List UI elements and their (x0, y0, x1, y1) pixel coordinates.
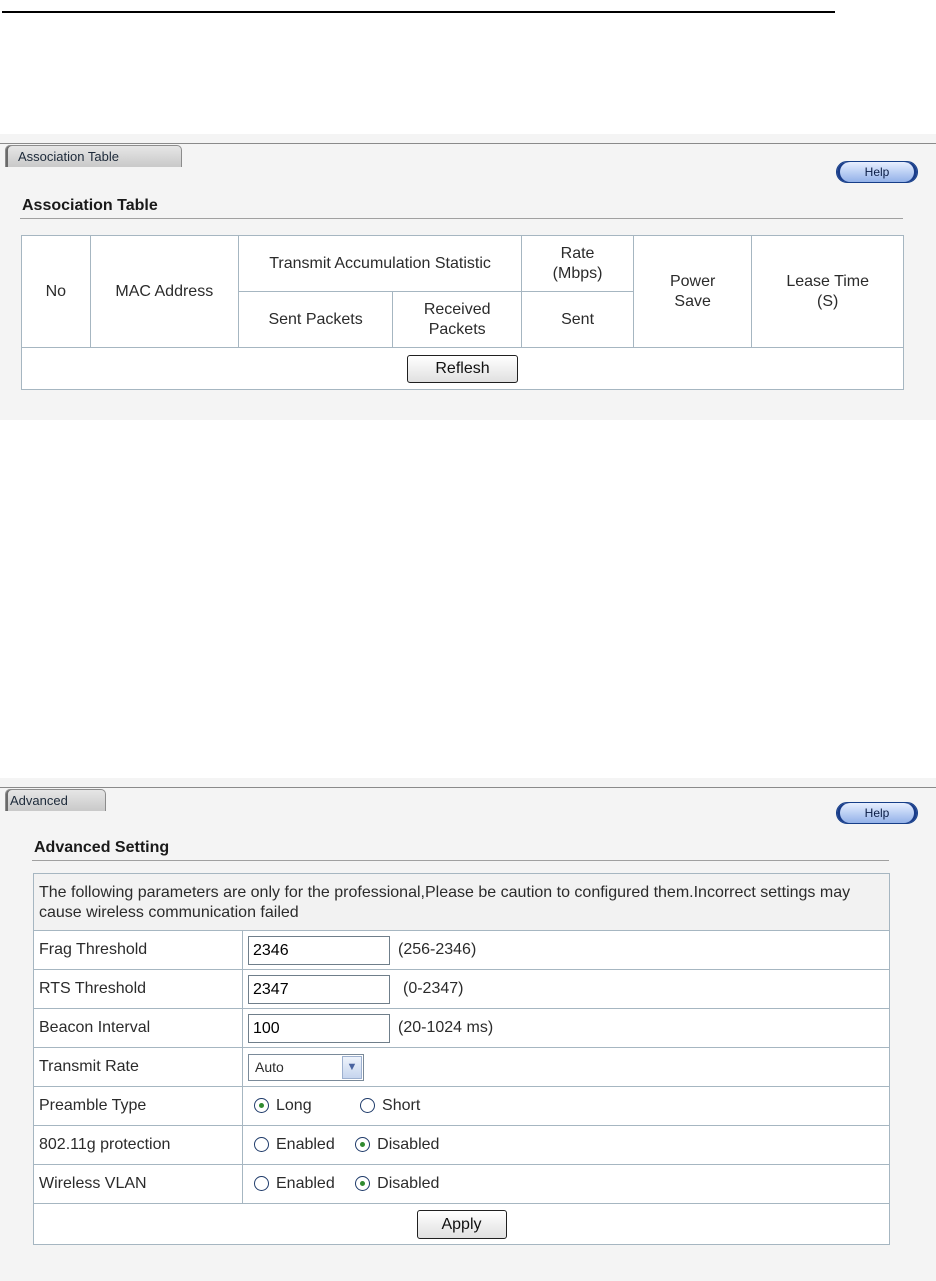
preamble-type-label: Preamble Type (34, 1087, 243, 1126)
beacon-interval-row (34, 1009, 890, 1048)
wireless-vlan-row (34, 1165, 890, 1204)
protection-enabled-label: Enabled (276, 1135, 335, 1153)
frag-threshold-label: Frag Threshold (34, 931, 243, 970)
preamble-type-row (34, 1087, 890, 1126)
advanced-settings-table (33, 873, 890, 1245)
transmit-rate-select[interactable] (248, 1054, 364, 1081)
help-button[interactable]: Help (836, 161, 918, 183)
preamble-short-radio[interactable] (360, 1098, 375, 1113)
transmit-rate-label: Transmit Rate (34, 1048, 243, 1087)
header-received-packets: Received Packets (393, 292, 522, 348)
advanced-panel (0, 778, 936, 1281)
preamble-long-label: Long (276, 1096, 312, 1114)
refresh-button[interactable]: Reflesh (407, 355, 518, 383)
frag-threshold-input[interactable]: 2346 (248, 936, 390, 965)
vlan-enabled-label: Enabled (276, 1174, 335, 1192)
beacon-interval-label: Beacon Interval (34, 1009, 243, 1048)
protection-row (34, 1126, 890, 1165)
association-panel (0, 134, 936, 420)
transmit-rate-row (34, 1048, 890, 1087)
rts-threshold-input[interactable]: 2347 (248, 975, 390, 1004)
tab-advanced[interactable]: Advanced (5, 789, 106, 811)
panel-top-rule (0, 787, 936, 788)
rts-threshold-row (34, 970, 890, 1009)
beacon-interval-input[interactable]: 100 (248, 1014, 390, 1043)
rts-threshold-label: RTS Threshold (34, 970, 243, 1009)
beacon-interval-range: (20-1024 ms) (398, 1019, 494, 1036)
frag-threshold-row (34, 931, 890, 970)
vlan-enabled-radio[interactable] (254, 1176, 269, 1191)
wireless-vlan-label: Wireless VLAN (34, 1165, 243, 1204)
header-rate-sent: Sent (522, 292, 634, 348)
frag-threshold-range: (256-2346) (398, 941, 477, 958)
section-title: Association Table (22, 197, 158, 214)
intro-text: The following parameters are only for the professional,Please be caution to configured them.Incorrect settings may cause wireless communication failed (34, 874, 890, 931)
header-sent-packets: Sent Packets (238, 292, 392, 348)
header-rate: Rate (Mbps) (522, 236, 634, 292)
transmit-rate-value: Auto (255, 1058, 284, 1075)
section-title: Advanced Setting (34, 839, 170, 856)
section-title-underline (32, 860, 889, 861)
protection-enabled-radio[interactable] (254, 1137, 269, 1152)
refresh-row (22, 348, 904, 390)
tab-association-table[interactable]: Association Table (5, 145, 182, 167)
preamble-long-radio[interactable] (254, 1098, 269, 1113)
top-divider-line (2, 11, 835, 13)
protection-disabled-radio[interactable] (355, 1137, 370, 1152)
help-button[interactable]: Help (836, 802, 918, 824)
chevron-down-icon[interactable]: ▼ (342, 1056, 362, 1079)
header-no: No (22, 236, 91, 348)
header-lease-time: Lease Time (S) (752, 236, 904, 348)
protection-disabled-label: Disabled (377, 1135, 440, 1153)
preamble-short-label: Short (382, 1096, 421, 1114)
apply-row (34, 1204, 890, 1245)
vlan-disabled-label: Disabled (377, 1174, 440, 1192)
header-mac-address: MAC Address (90, 236, 238, 348)
apply-button[interactable]: Apply (417, 1210, 507, 1239)
panel-top-rule (0, 143, 936, 144)
header-power-save: Power Save (633, 236, 751, 348)
header-transmit-statistic: Transmit Accumulation Statistic (238, 236, 521, 292)
section-title-underline (20, 218, 903, 219)
vlan-disabled-radio[interactable] (355, 1176, 370, 1191)
rts-threshold-range: (0-2347) (403, 980, 464, 997)
protection-label: 802.11g protection (34, 1126, 243, 1165)
association-table (21, 235, 904, 390)
